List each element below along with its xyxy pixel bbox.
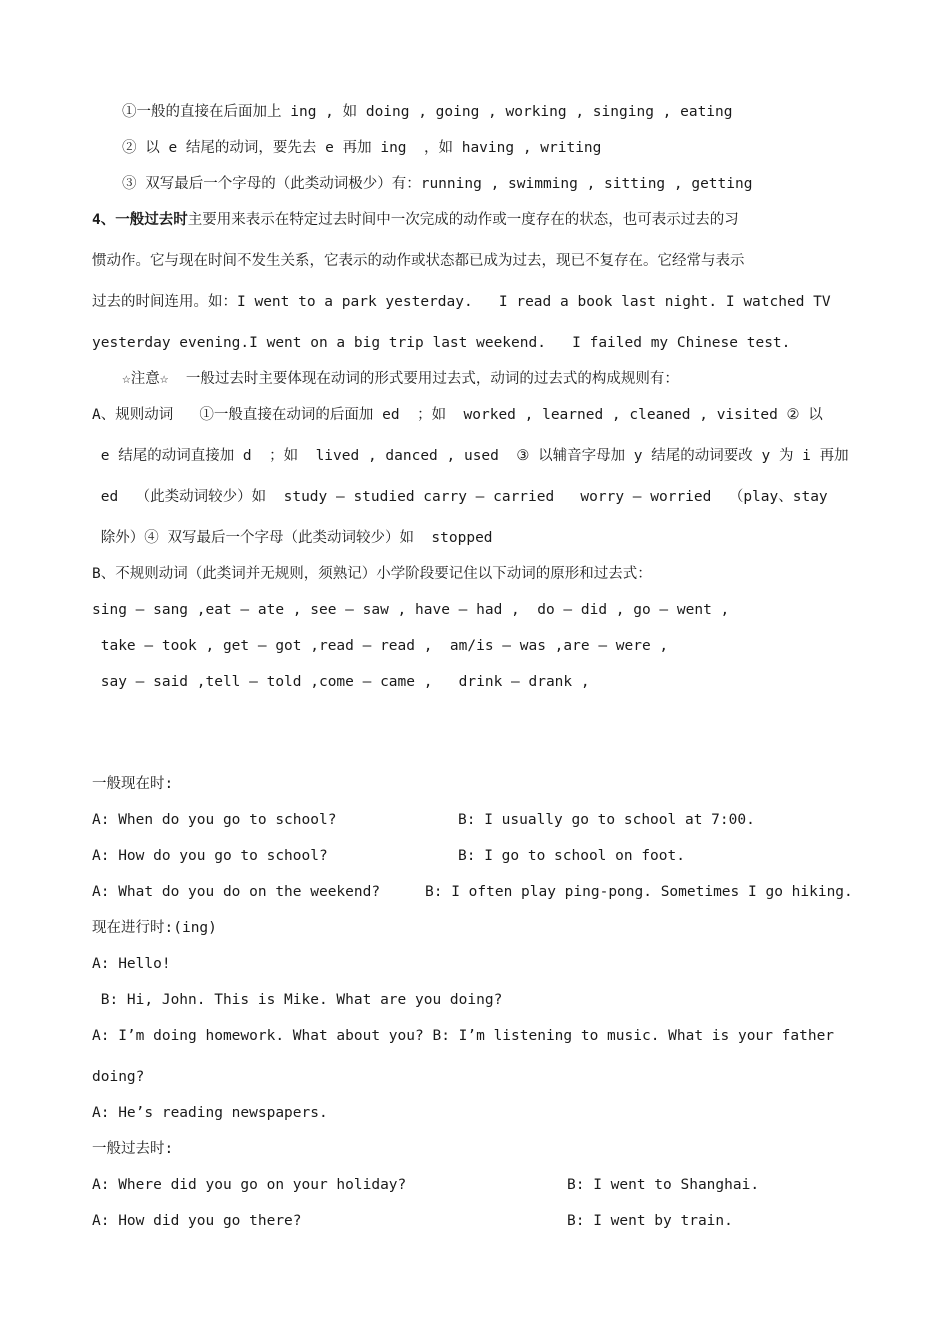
present-continuous-line-2: B: Hi, John. This is Mike. What are you doing? — [92, 992, 503, 1008]
past-tense-paragraph-line-3: 过去的时间连用。如：I went to a park yesterday. I read a book last night. I watched TV — [92, 294, 831, 310]
ing-rule-3: ③ 双写最后一个字母的（此类动词极少）有：running , swimming , sitting , getting — [122, 176, 753, 192]
past-tense-paragraph-line-2: 惯动作。它与现在时间不发生关系，它表示的动作或状态都已成为过去，现已不复存在。它经常与表示 — [92, 253, 745, 269]
regular-verbs-line-1: A、规则动词 ①一般直接在动词的后面加 ed ；如 worked , learned , cleaned , visited ② 以 — [92, 407, 823, 423]
present-continuous-line-3: A: I’m doing homework. What about you? B: I’m listening to music. What is your father — [92, 1028, 835, 1044]
present-continuous-title: 现在进行时:(ing) — [92, 920, 217, 936]
ing-rule-2: ② 以 e 结尾的动词，要先去 e 再加 ing ，如 having , writing — [122, 140, 602, 156]
regular-verbs-line-4: 除外）④ 双写最后一个字母（此类动词较少）如 stopped — [92, 530, 493, 546]
past-simple-q2: A: How did you go there? — [92, 1213, 302, 1229]
regular-verbs-line-2: e 结尾的动词直接加 d ；如 lived , danced , used ③ 以辅音字母加 y 结尾的动词要改 y 为 i 再加 — [92, 448, 849, 464]
past-tense-paragraph-line-1: 4、一般过去时主要用来表示在特定过去时间中一次完成的动作或一度存在的状态，也可表示过去的习 — [92, 212, 739, 228]
irregular-verbs-line-3: say – said ,tell – told ,come – came , drink – drank , — [92, 674, 590, 690]
present-simple-a2: B: I go to school on foot. — [458, 848, 685, 864]
present-continuous-line-1: A: Hello! — [92, 956, 171, 972]
past-simple-title: 一般过去时: — [92, 1141, 174, 1157]
ing-rule-1: ①一般的直接在后面加上 ing , 如 doing , going , working , singing , eating — [122, 104, 733, 120]
present-simple-title: 一般现在时: — [92, 776, 174, 792]
irregular-verbs-line-1: sing – sang ,eat – ate , see – saw , have – had , do – did , go – went , — [92, 602, 730, 618]
past-simple-q1: A: Where did you go on your holiday? — [92, 1177, 407, 1193]
present-simple-q3: A: What do you do on the weekend? — [92, 884, 381, 900]
present-simple-q2: A: How do you go to school? — [92, 848, 328, 864]
past-simple-a1: B: I went to Shanghai. — [567, 1177, 760, 1193]
past-simple-a2: B: I went by train. — [567, 1213, 733, 1229]
regular-verbs-line-3: ed （此类动词较少）如 study – studied carry – carried worry – worried （play、stay — [92, 489, 828, 505]
past-tense-paragraph-line-4: yesterday evening.I went on a big trip last weekend. I failed my Chinese test. — [92, 335, 791, 351]
past-tense-note: ☆注意☆ 一般过去时主要体现在动词的形式要用过去式，动词的过去式的构成规则有： — [122, 371, 679, 387]
present-simple-a1: B: I usually go to school at 7:00. — [458, 812, 755, 828]
irregular-verbs-intro: B、不规则动词（此类词并无规则，须熟记）小学阶段要记住以下动词的原形和过去式： — [92, 566, 652, 582]
present-simple-q1: A: When do you go to school? — [92, 812, 337, 828]
present-simple-a3: B: I often play ping-pong. Sometimes I go hiking. — [425, 884, 853, 900]
past-tense-heading: 4、一般过去时 — [92, 212, 188, 228]
present-continuous-line-5: A: He’s reading newspapers. — [92, 1105, 328, 1121]
irregular-verbs-line-2: take – took , get – got ,read – read , am/is – was ,are – were , — [92, 638, 669, 654]
present-continuous-line-4: doing? — [92, 1069, 145, 1085]
